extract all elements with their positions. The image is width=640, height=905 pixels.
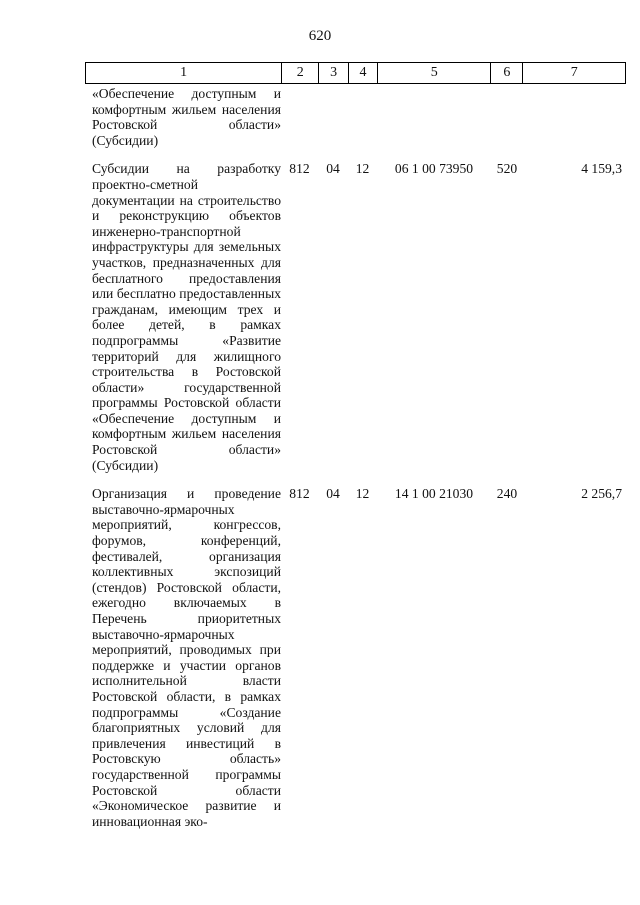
row-target-code: 14 1 00 21030	[394, 486, 474, 502]
row-description: Субсидии на разработку проектно-сметной документации на строительство и реконструкцию объектов инженерно-транспортной инфраструктуры для земельных участков, предназначенных для бесплатного предоставления или бесплатно предоставленных гражданам, имеющим трех и более детей, в рамках подпрограммы «Развитие территорий для жилищного строительства в Ростовской области» государственной программы Ростовской области «Обеспечение доступным и комфортным жильем населения Ростовской области» (Субсидии)	[92, 161, 281, 473]
header-col-4: 4	[348, 63, 377, 83]
table-row	[85, 161, 626, 473]
row-ministry-code: 812	[289, 486, 310, 502]
row-amount: 2 256,7	[581, 486, 622, 502]
header-col-3: 3	[318, 63, 348, 83]
header-col-2: 2	[281, 63, 318, 83]
row-section-code	[318, 86, 348, 148]
row-expense-type: 240	[496, 486, 518, 502]
table-header	[85, 62, 626, 84]
header-col-6: 6	[490, 63, 522, 83]
budget-table	[85, 62, 626, 842]
row-subsection-code: 12	[355, 161, 370, 177]
row-subsection-code: 12	[355, 486, 370, 502]
row-description: Организация и проведение выставочно-ярмарочных мероприятий, конгрессов, форумов, конференций, фестивалей, организация коллективных экспозиций (стендов) Ростовской области, ежегодно включаемых в Перечень приоритетных выставочно-ярмарочных мероприятий, проводимых при поддержке и участии органов исполнительной власти Ростовской области, в рамках подпрограммы «Создание благоприятных условий для привлечения инвестиций в Ростовскую область» государственной программы Ростовской области «Экономическое развитие и инновационная эко-	[92, 486, 281, 829]
header-col-7: 7	[522, 63, 625, 83]
row-expense-type	[491, 86, 523, 148]
row-subsection-code	[348, 86, 377, 148]
row-ministry-code: 812	[289, 161, 310, 177]
row-ministry-code	[281, 86, 318, 148]
page-number: 620	[308, 28, 332, 44]
row-section-code: 04	[326, 161, 340, 177]
row-expense-type: 520	[496, 161, 518, 177]
table-row	[85, 486, 626, 829]
row-target-code: 06 1 00 73950	[394, 161, 474, 177]
row-section-code: 04	[326, 486, 340, 502]
row-amount	[523, 86, 626, 148]
row-amount: 4 159,3	[581, 161, 622, 177]
row-target-code	[377, 86, 491, 148]
header-col-1: 1	[180, 65, 188, 80]
table-row	[85, 86, 626, 148]
row-description: «Обеспечение доступным и комфортным жильем населения Ростовской области» (Субсидии)	[92, 86, 281, 148]
header-col-5: 5	[377, 63, 491, 83]
